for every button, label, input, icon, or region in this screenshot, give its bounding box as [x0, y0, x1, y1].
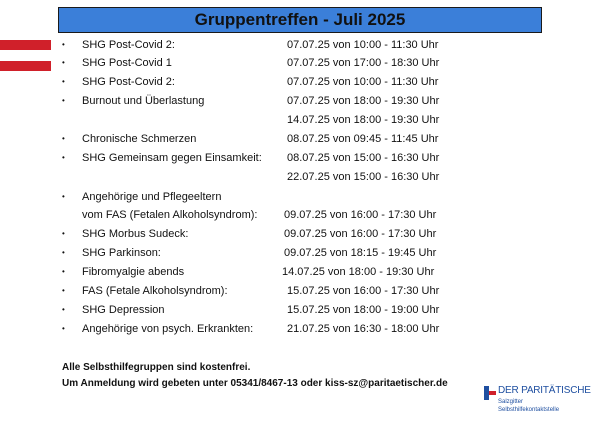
schedule-row [0, 264, 600, 282]
group-name: Fibromyalgie abends [82, 266, 185, 278]
logo-name: DER PARITÄTISCHE [498, 385, 591, 396]
group-name: Angehörige von psych. Erkrankten: [82, 323, 254, 335]
bullet-icon: • [62, 40, 65, 49]
registration-note: Um Anmeldung wird gebeten unter 05341/8467-13 oder kiss-sz@paritaetischer.de [62, 378, 448, 389]
schedule-row [0, 37, 600, 55]
meeting-time: 22.07.25 von 15:00 - 16:30 Uhr [287, 171, 440, 183]
schedule-row [0, 55, 600, 73]
meeting-time: 15.07.25 von 18:00 - 19:00 Uhr [287, 304, 440, 316]
group-name: vom FAS (Fetalen Alkoholsyndrom): [82, 209, 258, 221]
bullet-icon: • [62, 324, 65, 333]
schedule-row [0, 302, 600, 320]
bullet-icon: • [62, 267, 65, 276]
meeting-time: 09.07.25 von 16:00 - 17:30 Uhr [284, 209, 437, 221]
bullet-icon: • [62, 192, 65, 201]
group-name: SHG Depression [82, 304, 165, 316]
schedule-row [0, 131, 600, 149]
schedule-row [0, 74, 600, 92]
schedule-row [0, 93, 600, 111]
bullet-icon: • [62, 134, 65, 143]
logo-mark-icon [484, 386, 496, 400]
meeting-time: 07.07.25 von 10:00 - 11:30 Uhr [287, 39, 439, 51]
group-name: FAS (Fetale Alkoholsyndrom): [82, 285, 228, 297]
group-name: SHG Gemeinsam gegen Einsamkeit: [82, 152, 262, 164]
meeting-time: 14.07.25 von 18:00 - 19:30 Uhr [287, 114, 440, 126]
schedule-row [0, 226, 600, 244]
group-name: SHG Post-Covid 1 [82, 57, 172, 69]
meeting-time: 08.07.25 von 15:00 - 16:30 Uhr [287, 152, 440, 164]
meeting-time: 15.07.25 von 16:00 - 17:30 Uhr [287, 285, 440, 297]
logo-subtitle: Selbsthilfekontaktstelle [498, 407, 560, 413]
bullet-icon: • [62, 96, 65, 105]
schedule-row [0, 321, 600, 339]
group-name: SHG Post-Covid 2: [82, 76, 175, 88]
schedule-row [0, 150, 600, 168]
free-note: Alle Selbsthilfegruppen sind kostenfrei. [62, 362, 251, 373]
schedule-row [0, 283, 600, 301]
bullet-icon: • [62, 229, 65, 238]
page-title: Gruppentreffen - Juli 2025 [194, 10, 406, 29]
meeting-time: 07.07.25 von 17:00 - 18:30 Uhr [287, 57, 440, 69]
bullet-icon: • [62, 153, 65, 162]
meeting-time: 09.07.25 von 18:15 - 19:45 Uhr [284, 247, 437, 259]
bullet-icon: • [62, 305, 65, 314]
schedule-row [0, 245, 600, 263]
group-name: SHG Morbus Sudeck: [82, 228, 189, 240]
bullet-icon: • [62, 248, 65, 257]
group-name: Angehörige und Pflegeeltern [82, 191, 222, 203]
paritaetische-logo [484, 384, 594, 418]
bullet-icon: • [62, 77, 65, 86]
schedule-row [0, 169, 600, 187]
meeting-time: 21.07.25 von 16:30 - 18:00 Uhr [287, 323, 440, 335]
bullet-icon: • [62, 58, 65, 67]
group-name: Burnout und Überlastung [82, 95, 205, 107]
meeting-time: 09.07.25 von 16:00 - 17:30 Uhr [284, 228, 437, 240]
schedule-row [0, 112, 600, 130]
meeting-time: 14.07.25 von 18:00 - 19:30 Uhr [282, 266, 435, 278]
logo-city: Salzgitter [498, 399, 524, 405]
group-name: SHG Parkinson: [82, 247, 161, 259]
title-banner [58, 7, 542, 33]
meeting-time: 07.07.25 von 10:00 - 11:30 Uhr [287, 76, 439, 88]
schedule-row [0, 207, 600, 225]
meeting-time: 08.07.25 von 09:45 - 11:45 Uhr [287, 133, 439, 145]
group-name: Chronische Schmerzen [82, 133, 197, 145]
group-name: SHG Post-Covid 2: [82, 39, 175, 51]
meeting-time: 07.07.25 von 18:00 - 19:30 Uhr [287, 95, 440, 107]
schedule-row [0, 189, 600, 207]
bullet-icon: • [62, 286, 65, 295]
